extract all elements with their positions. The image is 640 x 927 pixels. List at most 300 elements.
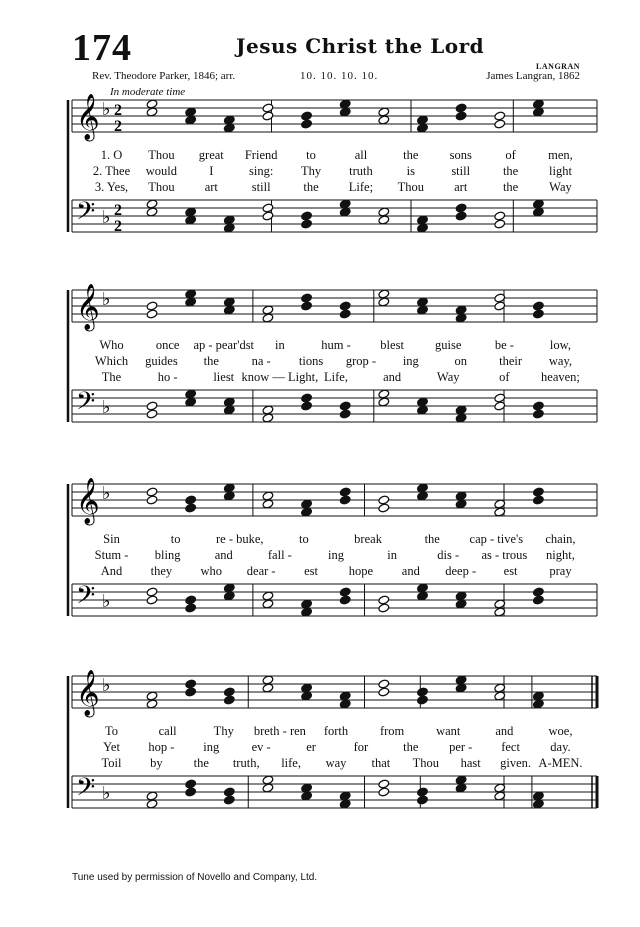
note-head [417,787,429,797]
note-head [378,687,390,697]
note-head [262,103,274,113]
lyric-syllable: night, [546,548,575,562]
note-head [494,119,506,129]
lyric-syllable: Way [549,180,572,194]
lyric-syllable: by [150,756,163,770]
note-head [301,691,313,701]
note-head [417,795,429,805]
hymn-number: 174 [72,27,132,69]
note-head [301,393,313,403]
lyric-syllable: 1. O [100,148,123,162]
note-head [339,409,351,419]
lyric-syllable: And [100,564,123,578]
note-head [417,483,429,493]
lyric-syllable: still [251,180,271,194]
lyric-syllable: hast [460,756,481,770]
note-head [223,687,235,697]
time-signature-bottom: 2 [114,218,122,235]
lyric-syllable: 3. Yes, [94,180,129,194]
note-head [146,791,158,801]
flat-key-icon: ♭ [102,591,111,612]
lyric-syllable: fect [501,740,520,754]
lyric-syllable: woe, [548,724,573,738]
lyric-syllable: know — Light, [241,370,319,384]
note-head [532,699,544,709]
note-head [185,779,197,789]
tempo-marking: In moderate time [110,86,186,98]
note-head [378,297,390,307]
lyric-syllable: the [203,354,219,368]
lyric-syllable: low, [549,338,572,352]
note-head [532,409,544,419]
hymn-title: Jesus Christ the Lord [236,34,485,58]
lyric-syllable: tions [298,354,324,368]
note-head [146,799,158,809]
note-head [455,775,467,785]
bass-staff [72,387,597,423]
note-head [146,207,158,217]
note-head [223,215,235,225]
note-head [262,491,274,501]
note-head [455,591,467,601]
lyric-syllable: ho - [157,370,178,384]
note-head [223,787,235,797]
note-head [378,679,390,689]
note-head [262,211,274,221]
note-head [339,99,351,109]
note-head [339,487,351,497]
note-head [532,301,544,311]
note-head [301,301,313,311]
note-head [185,115,197,125]
lyric-syllable: guides [145,354,178,368]
lyric-syllable: er [306,740,316,754]
note-head [455,675,467,685]
lyric-line-verse-3 [92,756,583,771]
lyric-syllable: of [505,148,516,162]
author-credit: Rev. Theodore Parker, 1846; arr. [92,70,236,82]
note-head [455,103,467,113]
note-head [417,583,429,593]
note-head [262,775,274,785]
lyric-line-verse-2 [92,740,580,755]
note-head [146,301,158,311]
lyric-syllable: to [170,532,181,546]
permission-note: Tune used by permission of Novello and Company, Ltd. [72,872,318,883]
lyric-syllable: cap - tive's [469,532,524,546]
note-head [455,211,467,221]
note-head [532,401,544,411]
treble-staff [72,284,597,332]
lyric-line-verse-1 [92,338,580,353]
bass-clef-icon: 𝄢 [76,581,96,616]
note-head [185,207,197,217]
note-head [455,405,467,415]
lyric-syllable: na - [251,354,271,368]
lyric-syllable: Stum - [94,548,129,562]
note-head [146,691,158,701]
lyric-syllable: ap - pear'dst [193,338,255,352]
treble-clef-icon: 𝄞 [76,670,100,716]
lyric-syllable: from [379,724,405,738]
note-head [455,491,467,501]
note-head [185,787,197,797]
lyric-syllable: life, [281,756,301,770]
note-head [455,599,467,609]
lyric-syllable: is [406,164,415,178]
note-head [378,787,390,797]
lyric-syllable: still [451,164,471,178]
note-head [378,207,390,217]
lyric-syllable: The [101,370,122,384]
note-head [417,215,429,225]
note-head [455,313,467,323]
lyric-syllable: ev - [251,740,271,754]
lyric-syllable: guise [435,338,462,352]
note-head [378,779,390,789]
note-head [223,305,235,315]
note-head [146,199,158,209]
note-head [223,583,235,593]
time-signature-bottom: 2 [114,118,122,135]
lyric-syllable: on [454,354,467,368]
note-head [417,687,429,697]
note-head [223,115,235,125]
lyric-syllable: sons [449,148,472,162]
treble-staff [72,670,597,718]
note-head [339,595,351,605]
note-head [301,791,313,801]
note-head [223,297,235,307]
lyric-syllable: ing [328,548,344,562]
lyric-syllable: Friend [244,148,278,162]
note-head [223,123,235,133]
lyric-syllable: way, [548,354,573,368]
lyric-syllable: ing [203,740,220,754]
meter-label: 10. 10. 10. 10. [300,70,379,82]
lyric-syllable: their [499,354,523,368]
lyric-syllable: 2. Thee [92,164,131,178]
note-head [301,499,313,509]
lyric-syllable: liest [213,370,235,384]
note-head [378,503,390,513]
lyric-syllable: call [158,724,177,738]
note-head [378,215,390,225]
flat-key-icon: ♭ [102,397,111,418]
note-head [262,313,274,323]
note-head [417,695,429,705]
note-head [532,107,544,117]
note-head [262,599,274,609]
lyric-line-verse-1 [92,724,580,739]
lyric-syllable: and [214,548,233,562]
lyric-syllable: truth [349,164,373,178]
lyric-syllable: they [150,564,173,578]
lyric-syllable: and [401,564,420,578]
lyric-syllable: men, [548,148,573,162]
flat-key-icon: ♭ [102,483,111,504]
note-head [378,115,390,125]
lyric-syllable: Thou [148,180,175,194]
note-head [417,305,429,315]
lyric-syllable: chain, [545,532,576,546]
note-head [455,413,467,423]
lyric-syllable: Thy [213,724,234,738]
lyric-syllable: per - [449,740,473,754]
note-head [494,211,506,221]
flat-key-icon: ♭ [102,207,111,228]
note-head [301,683,313,693]
note-head [532,99,544,109]
note-head [185,397,197,407]
note-head [532,207,544,217]
lyric-syllable: Thou [412,756,439,770]
flat-key-icon: ♭ [102,99,111,120]
lyric-line-verse-1 [92,148,580,163]
note-head [301,293,313,303]
lyric-syllable: blest [380,338,404,352]
note-head [532,595,544,605]
note-head [455,111,467,121]
lyric-syllable: great [198,148,224,162]
note-head [494,111,506,121]
lyric-syllable: that [371,756,391,770]
lyric-syllable: dis - [437,548,460,562]
lyric-syllable: Thou [148,148,175,162]
note-head [223,491,235,501]
note-head [223,483,235,493]
lyric-syllable: the [403,740,419,754]
note-head [146,309,158,319]
note-head [185,687,197,697]
note-head [146,107,158,117]
note-head [185,495,197,505]
note-head [532,199,544,209]
lyric-syllable: Yet [103,740,120,754]
note-head [262,783,274,793]
lyric-syllable: art [204,180,218,194]
flat-key-icon: ♭ [102,675,111,696]
lyric-syllable: heaven; [541,370,580,384]
bass-staff [72,197,597,235]
lyric-syllable: sing: [249,164,274,178]
note-head [532,587,544,597]
lyric-syllable: hope [348,564,374,578]
lyric-syllable: Life; [348,180,374,194]
note-head [301,111,313,121]
note-head [532,487,544,497]
note-head [339,799,351,809]
note-head [532,495,544,505]
note-head [301,401,313,411]
treble-clef-icon: 𝄞 [76,94,100,140]
lyric-syllable: Thy [300,164,322,178]
treble-clef-icon: 𝄞 [76,284,100,330]
lyric-syllable: the [403,148,419,162]
lyric-line-verse-2 [92,164,580,179]
note-head [378,397,390,407]
note-head [146,495,158,505]
note-head [339,699,351,709]
lyric-syllable: Which [94,354,129,368]
note-head [185,503,197,513]
note-head [339,199,351,209]
lyric-syllable: Toil [101,756,122,770]
lyric-syllable: want [436,724,461,738]
lyric-syllable: breth - ren [253,724,306,738]
lyric-syllable: light [549,164,572,178]
lyric-syllable: art [454,180,468,194]
lyric-syllable: ing [402,354,419,368]
lyric-syllable: the [303,180,319,194]
lyric-syllable: Way [436,370,460,384]
lyric-syllable: est [503,564,518,578]
lyric-syllable: and [383,370,402,384]
note-head [301,599,313,609]
note-head [223,591,235,601]
lyric-syllable: Sin [103,532,120,546]
lyric-syllable: of [499,370,510,384]
lyric-syllable: would [145,164,178,178]
lyric-syllable: dear - [246,564,276,578]
note-head [146,487,158,497]
lyric-syllable: est [304,564,318,578]
note-head [185,215,197,225]
lyric-syllable: way [325,756,347,770]
note-head [185,603,197,613]
note-head [301,119,313,129]
note-head [301,219,313,229]
note-head [339,691,351,701]
note-head [339,401,351,411]
note-head [532,791,544,801]
flat-key-icon: ♭ [102,783,111,804]
lyric-syllable: break [354,532,382,546]
lyric-syllable: A-MEN. [538,756,583,770]
lyric-syllable: to [306,148,316,162]
bass-clef-icon: 𝄢 [76,197,96,232]
note-head [223,405,235,415]
time-signature-top: 2 [114,102,122,119]
note-head [185,389,197,399]
note-head [455,683,467,693]
note-head [417,591,429,601]
note-head [223,795,235,805]
note-head [417,223,429,233]
note-head [417,405,429,415]
bass-staff [72,773,597,809]
lyric-syllable: day. [550,740,571,754]
note-head [146,587,158,597]
lyric-syllable: Thou [397,180,425,194]
flat-key-icon: ♭ [102,289,111,310]
note-head [262,305,274,315]
lyric-syllable: re - buke, [216,532,264,546]
note-head [185,595,197,605]
lyric-line-verse-1 [92,532,580,547]
note-head [378,495,390,505]
note-head [455,203,467,213]
note-head [262,413,274,423]
lyric-syllable: hop - [148,740,175,754]
note-head [262,203,274,213]
note-head [146,99,158,109]
lyric-syllable: and [495,724,514,738]
lyric-syllable: in [275,338,285,352]
lyric-syllable: the [502,180,519,194]
note-head [455,499,467,509]
tune-name: LANGRAN [536,62,580,71]
note-head [262,683,274,693]
lyric-syllable: the [424,532,440,546]
note-head [339,207,351,217]
note-head [339,309,351,319]
lyric-syllable: fall - [267,548,292,562]
note-head [262,111,274,121]
note-head [262,675,274,685]
lyric-syllable: I [209,164,214,178]
lyric-syllable: truth, [232,756,260,770]
time-signature-top: 2 [114,202,122,219]
treble-staff [72,94,597,142]
note-head [378,389,390,399]
lyric-syllable: be - [494,338,514,352]
lyric-syllable: who [200,564,223,578]
lyric-line-verse-3 [92,564,580,579]
note-head [339,791,351,801]
lyric-syllable: deep - [445,564,477,578]
note-head [455,305,467,315]
note-head [223,223,235,233]
composer-credit: James Langran, 1862 [486,70,580,82]
note-head [146,409,158,419]
lyric-syllable: to [299,532,309,546]
note-head [378,603,390,613]
note-head [301,211,313,221]
lyric-line-verse-3 [92,180,580,195]
lyric-syllable: as - trous [481,548,528,562]
lyric-syllable: To [105,724,119,738]
note-head [262,405,274,415]
note-head [417,115,429,125]
lyric-syllable: hum - [321,338,351,352]
note-head [185,679,197,689]
note-head [417,123,429,133]
lyric-syllable: Life, [324,370,348,384]
note-head [378,107,390,117]
note-head [223,695,235,705]
note-head [339,301,351,311]
note-head [146,699,158,709]
note-head [185,297,197,307]
note-head [417,297,429,307]
lyric-syllable: pray [549,564,572,578]
lyric-syllable: the [193,756,209,770]
treble-staff [72,478,597,526]
lyric-syllable: grop - [345,354,377,368]
note-head [339,107,351,117]
note-head [532,309,544,319]
lyric-syllable: Who [99,338,124,352]
lyric-line-verse-2 [92,354,580,369]
bass-clef-icon: 𝄢 [76,387,96,422]
note-head [455,783,467,793]
lyric-line-verse-3 [92,370,580,385]
note-head [185,107,197,117]
bass-clef-icon: 𝄢 [76,773,96,808]
note-head [262,591,274,601]
lyric-syllable: bling [154,548,181,562]
